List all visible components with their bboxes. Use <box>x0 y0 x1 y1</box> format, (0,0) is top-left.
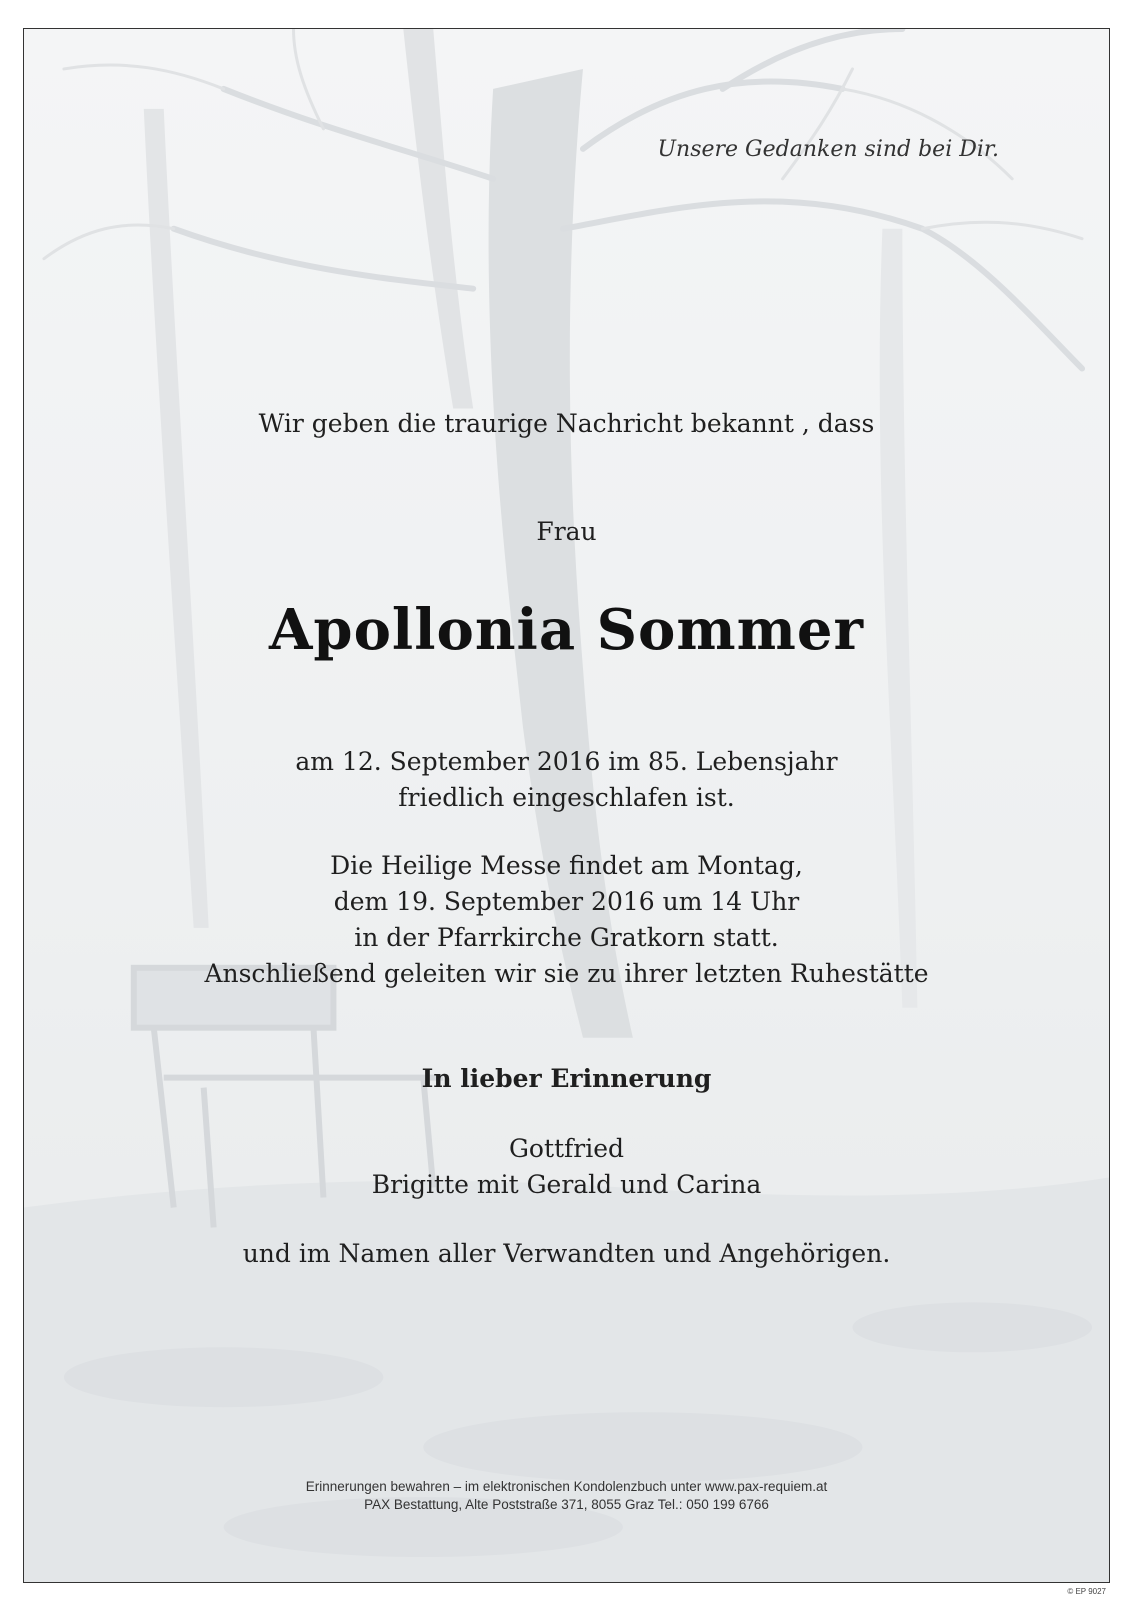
service-line-2: dem 19. September 2016 um 14 Uhr <box>333 887 800 916</box>
intro-text: Wir geben die traurige Nachricht bekannt , dass <box>258 409 875 438</box>
title-text: Frau <box>536 517 597 546</box>
mourner-2: Brigitte mit Gerald und Carina <box>371 1170 762 1199</box>
service-line-4: Anschließend geleiten wir sie zu ihrer letzten Ruhestätte <box>204 959 929 988</box>
service-line-1: Die Heilige Messe findet am Montag, <box>330 851 803 880</box>
death-line-2: friedlich eingeschlafen ist. <box>398 783 735 812</box>
footer-condolence-line: Erinnerungen bewahren – im elektronischen Kondolenzbuch unter www.pax-requiem.at <box>305 1479 828 1494</box>
death-line-1: am 12. September 2016 im 85. Lebensjahr <box>295 747 838 776</box>
footer-address-line: PAX Bestattung, Alte Poststraße 371, 8055 Graz Tel.: 050 199 6766 <box>364 1497 769 1512</box>
closing-text: und im Namen aller Verwandten und Angehörigen. <box>242 1239 891 1268</box>
service-line-3: in der Pfarrkirche Gratkorn statt. <box>354 923 779 952</box>
deceased-name: Apollonia Sommer <box>268 597 865 663</box>
print-code: © EP 9027 <box>1067 1587 1106 1596</box>
page-frame <box>23 28 1110 1583</box>
motto-text: Unsere Gedanken sind bei Dir. <box>657 137 999 162</box>
memory-heading: In lieber Erinnerung <box>421 1064 712 1093</box>
notice-content <box>24 29 1109 1582</box>
mourner-1: Gottfried <box>508 1134 625 1163</box>
